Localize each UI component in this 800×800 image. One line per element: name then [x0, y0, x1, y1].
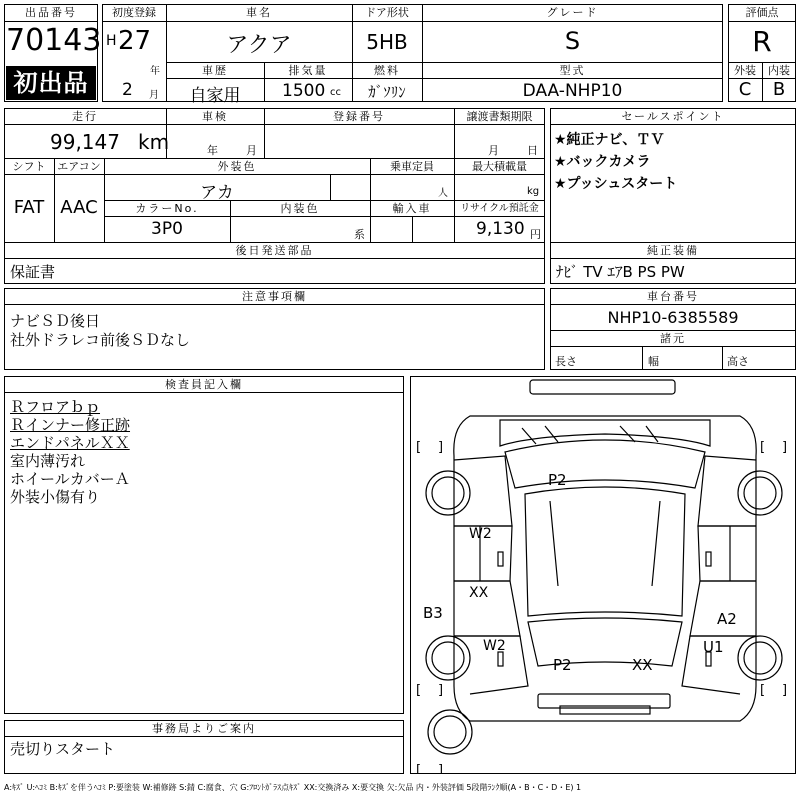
plate-label: 登録番号	[333, 110, 385, 123]
exterior-color-label: 外装色	[217, 160, 257, 173]
notes-line-2: 社外ドラレコ前後ＳＤなし	[10, 331, 191, 349]
svg-text:]: ]	[782, 683, 788, 698]
history: 自家用	[189, 86, 241, 106]
model-code-label: 型式	[559, 64, 586, 77]
mileage-unit: km	[138, 130, 170, 154]
era: H	[106, 33, 117, 49]
inspector-line-5: ホイールカバーＡ	[10, 470, 130, 488]
exterior-color: アカ	[200, 183, 234, 203]
lot-number: 70143	[6, 23, 102, 58]
car-outline-diagram	[410, 376, 796, 774]
sales-point-1: ★純正ナビ、ＴＶ	[554, 132, 665, 148]
genuine-equipment-label: 純正装備	[647, 244, 699, 257]
mark-xx-bottom: XX	[632, 656, 653, 674]
svg-text:[: [	[416, 763, 422, 774]
door-label: ドア形状	[365, 6, 409, 19]
max-load-unit: kg	[527, 186, 540, 197]
chassis-number: NHP10-6385589	[607, 308, 739, 327]
length-label: 長さ	[555, 355, 577, 368]
inspector-line-1: Ｒフロアｂｐ	[10, 398, 101, 416]
inspector-line-4: 室内薄汚れ	[10, 452, 86, 470]
specs-label: 諸元	[660, 332, 686, 345]
year-unit: 年	[150, 66, 160, 77]
fuel: ｶﾞｿﾘﾝ	[368, 83, 406, 101]
grade-label: グレード	[546, 6, 599, 19]
displacement-label: 排気量	[288, 64, 328, 77]
mark-b3: B3	[423, 604, 443, 622]
max-load-label: 最大積載量	[472, 160, 527, 173]
mark-w2-left: W2	[469, 526, 492, 542]
svg-text:[: [	[416, 440, 422, 455]
grade: S	[564, 27, 581, 55]
mark-a2: A2	[717, 610, 737, 628]
mark-p2-top: P2	[548, 471, 567, 489]
svg-text:]: ]	[438, 763, 444, 774]
svg-text:]: ]	[438, 683, 444, 698]
later-parts-label: 後日発送部品	[235, 244, 314, 257]
transfer-day-unit: 日	[527, 144, 538, 157]
notes-label: 注意事項欄	[242, 290, 307, 303]
first-listing-badge: 初出品	[6, 66, 96, 100]
exterior-label: 外装	[734, 64, 756, 77]
legend: A:ｷｽﾞ U:ﾍｺﾐ B:ｷｽﾞを伴うﾍｺﾐ P:要塗装 W:補修跡 S:錆 C:腐食、穴 G:ﾌﾛﾝﾄｶﾞﾗｽ点ｷｽﾞ XX:交換済み X:要交換 欠:欠品 内・外装評価 5段階ﾗﾝｸ順(A・B・C・D・E) 1	[4, 783, 582, 792]
first-registration-label: 初度登録	[112, 6, 156, 19]
shift: FAT	[13, 197, 45, 218]
month-unit: 月	[149, 90, 159, 101]
recycle-fee-label: リサイクル預託金	[460, 203, 539, 214]
color-no-label: カラーNo.	[135, 202, 199, 215]
recycle-unit: 円	[530, 228, 541, 241]
later-parts: 保証書	[10, 263, 56, 281]
aircon-label: エアコン	[57, 160, 101, 173]
mileage-label: 走行	[72, 110, 98, 123]
transfer-deadline-label: 譲渡書類期限	[466, 110, 533, 123]
svg-text:[: [	[416, 683, 422, 698]
width-label: 幅	[648, 355, 659, 368]
capacity-label: 乗車定員	[390, 160, 434, 173]
history-label: 車歴	[202, 64, 228, 77]
shift-label: シフト	[12, 160, 46, 173]
inspector-label: 検査員記入欄	[165, 378, 243, 391]
interior-color-unit: 系	[354, 228, 365, 241]
capacity-unit: 人	[438, 188, 448, 199]
mark-w2-bottom: W2	[483, 638, 506, 654]
displacement-unit: cc	[330, 87, 341, 98]
model-code: DAA-NHP10	[522, 81, 623, 101]
sales-point-2: ★バックカメラ	[554, 154, 651, 170]
door-type: 5HB	[366, 30, 408, 54]
height-label: 高さ	[727, 355, 749, 368]
exterior-grade: C	[738, 79, 752, 100]
recycle-fee: 9,130	[476, 219, 525, 239]
genuine-equipment: ﾅﾋﾞ TV ｴｱB PS PW	[556, 263, 685, 281]
inspection-label: 車検	[202, 110, 228, 123]
registration-month: 2	[122, 80, 133, 100]
inspector-line-3: エンドパネルＸＸ	[10, 434, 130, 452]
interior-grade: B	[772, 79, 786, 100]
import-label: 輸入車	[392, 202, 432, 215]
aircon: AAC	[60, 197, 98, 218]
transfer-month-unit: 月	[488, 144, 499, 157]
mark-xx-left: XX	[469, 585, 489, 601]
svg-text:[: [	[760, 440, 766, 455]
displacement: 1500	[282, 81, 326, 101]
inspector-line-2: Ｒインナー修正跡	[10, 416, 131, 434]
score-label: 評価点	[745, 6, 779, 19]
interior-label: 内装	[768, 64, 790, 77]
car-name-label: 車名	[246, 6, 272, 19]
svg-text:]: ]	[782, 440, 788, 455]
fuel-label: 燃料	[374, 64, 400, 77]
lot-number-label: 出品番号	[25, 6, 77, 19]
interior-color-label: 内装色	[280, 202, 320, 215]
chassis-label: 車台番号	[647, 290, 699, 303]
inspection-year-unit: 年	[207, 144, 218, 157]
office-message: 売切りスタート	[10, 740, 116, 758]
svg-text:]: ]	[438, 440, 444, 455]
office-label: 事務局よりご案内	[152, 722, 256, 735]
svg-text:[: [	[760, 683, 766, 698]
sales-point-label: セールスポイント	[621, 110, 725, 123]
mark-p2-bottom: P2	[553, 656, 572, 674]
notes-line-1: ナビＳＤ後日	[10, 312, 101, 330]
score: R	[752, 25, 772, 58]
inspector-line-6: 外装小傷有り	[10, 488, 101, 506]
color-no: 3P0	[151, 219, 183, 239]
sales-point-3: ★プッシュスタート	[554, 176, 678, 192]
mileage: 99,147	[50, 130, 120, 154]
registration-year: 27	[118, 26, 152, 56]
inspection-month-unit: 月	[246, 144, 257, 157]
car-name: アクア	[226, 33, 292, 58]
mark-u1: U1	[703, 638, 724, 656]
